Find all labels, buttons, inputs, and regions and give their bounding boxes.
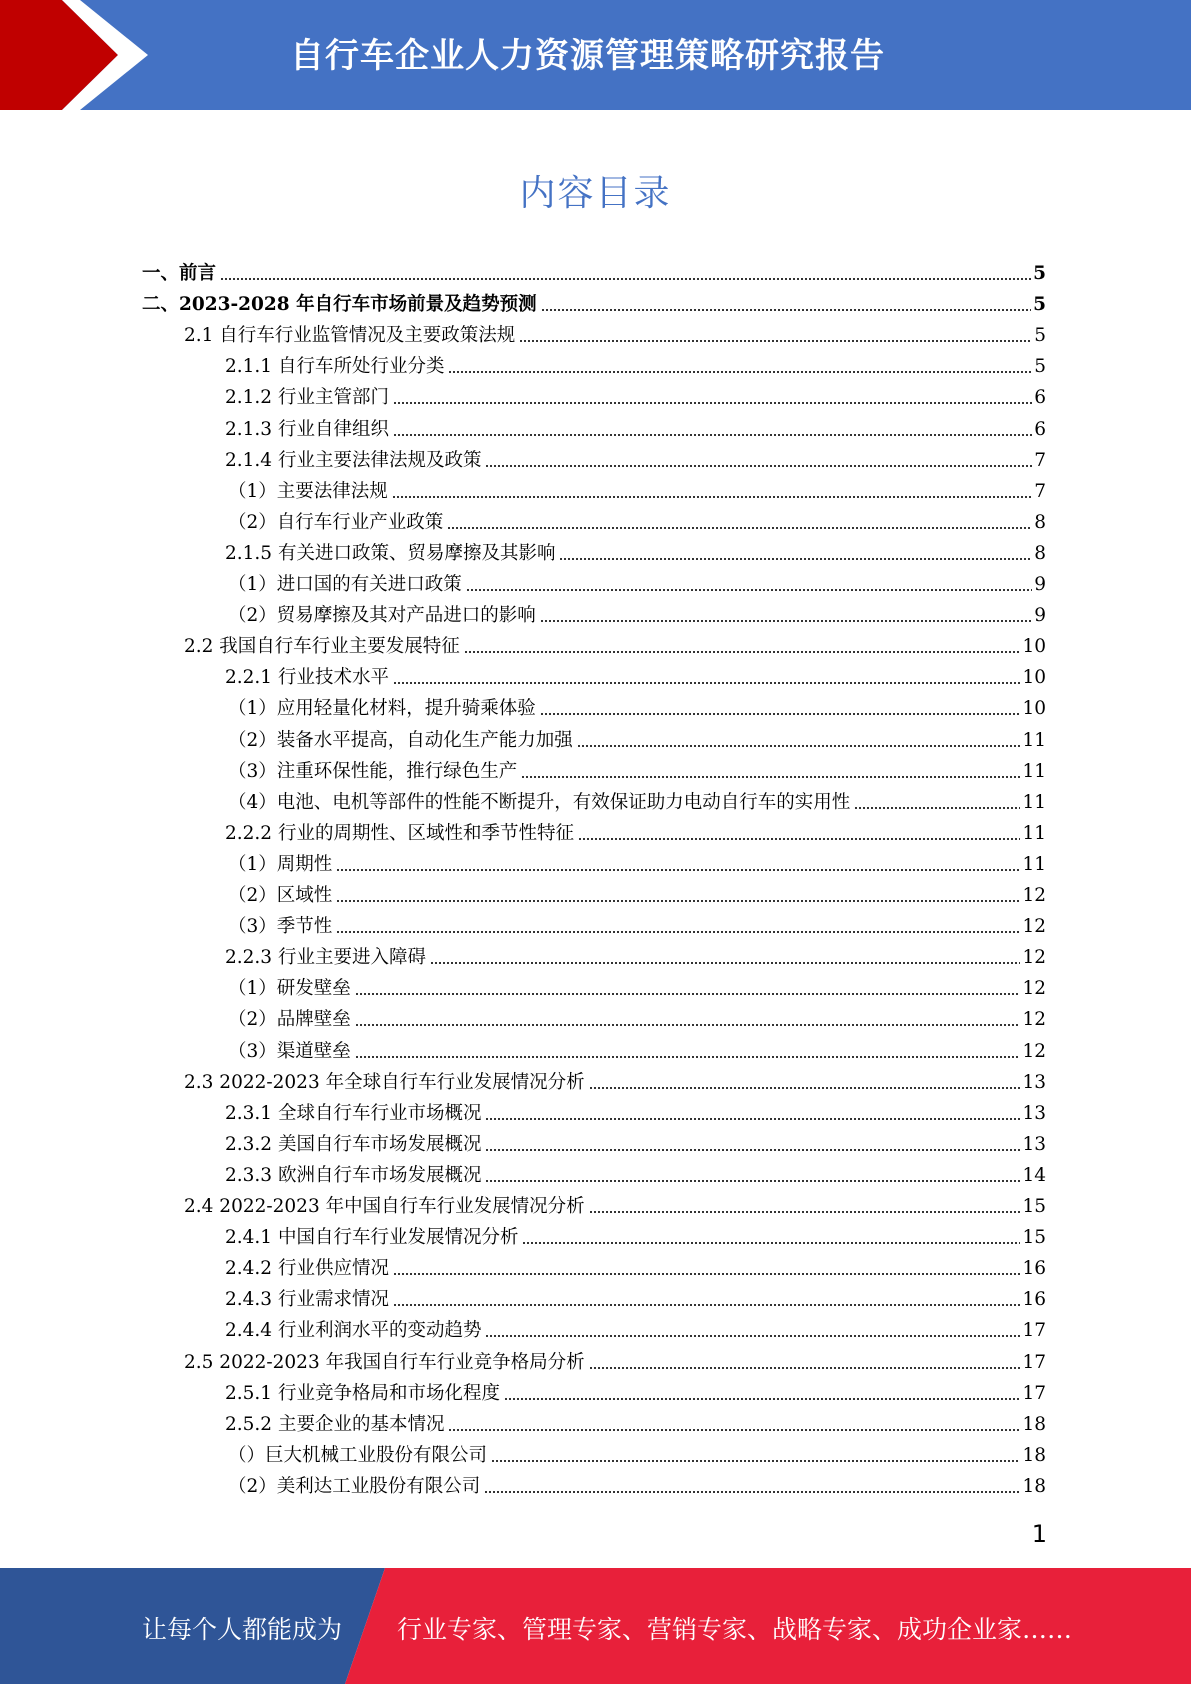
toc-entry-label: 2.1.4 行业主要法律法规及政策 <box>225 450 482 471</box>
toc-leader-dots <box>521 774 1020 780</box>
toc-entry-label: （）巨大机械工业股份有限公司 <box>228 1445 488 1466</box>
toc-entry-page: 11 <box>1022 761 1046 782</box>
toc-entry-page: 12 <box>1022 916 1046 937</box>
toc-leader-dots <box>484 1489 1020 1495</box>
footer-slogan-left: 让每个人都能成为 <box>142 1615 343 1644</box>
toc-entry-label: 2.5.2 主要企业的基本情况 <box>225 1414 445 1435</box>
toc-leader-dots <box>393 400 1032 406</box>
toc-entry-page: 5 <box>1034 356 1046 377</box>
toc-entry[interactable] <box>225 378 1046 409</box>
toc-entry[interactable] <box>228 472 1046 503</box>
toc-entry-label: 2.3.2 美国自行车市场发展概况 <box>225 1134 482 1155</box>
toc-leader-dots <box>336 929 1020 935</box>
toc-leader-dots <box>519 338 1032 344</box>
toc-entry-page: 12 <box>1022 978 1046 999</box>
toc-entry-label: 2.1.2 行业主管部门 <box>225 387 389 408</box>
toc-entry-label: （2）品牌壁垒 <box>228 1009 351 1030</box>
toc-leader-dots <box>485 463 1032 469</box>
toc-entry[interactable] <box>228 596 1046 627</box>
toc-leader-dots <box>220 276 1031 282</box>
toc-entry[interactable] <box>225 1311 1046 1342</box>
toc-entry-label: 2.4.4 行业利润水平的变动趋势 <box>225 1320 482 1341</box>
toc-entry-label: （3）注重环保性能，推行绿色生产 <box>228 761 518 782</box>
toc-entry-label: （2）区域性 <box>228 885 333 906</box>
toc-entry-page: 16 <box>1022 1258 1046 1279</box>
toc-leader-dots <box>540 618 1032 624</box>
toc-entry-label: （2）贸易摩擦及其对产品进口的影响 <box>228 605 536 626</box>
toc-entry[interactable] <box>228 969 1046 1000</box>
toc-entry-label: 2.4.2 行业供应情况 <box>225 1258 389 1279</box>
toc-entry[interactable] <box>225 347 1046 378</box>
toc-leader-dots <box>430 960 1020 966</box>
toc-entry-page: 11 <box>1022 792 1046 813</box>
toc-entry[interactable] <box>225 1249 1046 1280</box>
toc-leader-dots <box>522 1240 1020 1246</box>
toc-entry-page: 12 <box>1022 885 1046 906</box>
toc-leader-dots <box>485 1116 1020 1122</box>
toc-entry[interactable] <box>228 845 1046 876</box>
toc-leader-dots <box>392 494 1032 500</box>
toc-entry[interactable] <box>228 907 1046 938</box>
toc-entry-page: 17 <box>1022 1383 1046 1404</box>
toc-entry[interactable] <box>225 1125 1046 1156</box>
toc-entry-label: 2.1 自行车行业监管情况及主要政策法规 <box>184 325 516 346</box>
toc-leader-dots <box>541 307 1032 313</box>
toc-entry-page: 8 <box>1034 512 1046 533</box>
toc-entry[interactable] <box>225 658 1046 689</box>
toc-entry-label: （2）自行车行业产业政策 <box>228 512 444 533</box>
header-chevron-icon <box>0 0 160 110</box>
toc-entry-label: 2.3.1 全球自行车行业市场概况 <box>225 1103 482 1124</box>
toc-entry[interactable] <box>184 627 1046 658</box>
toc-entry[interactable] <box>225 1374 1046 1405</box>
toc-entry[interactable] <box>184 316 1046 347</box>
toc-leader-dots <box>504 1396 1020 1402</box>
toc-leader-dots <box>447 525 1032 531</box>
toc-entry[interactable] <box>228 565 1046 596</box>
toc-entry-page: 18 <box>1022 1414 1046 1435</box>
toc-entry[interactable] <box>184 1063 1046 1094</box>
toc-entry-label: 2.5 2022-2023 年我国自行车行业竞争格局分析 <box>184 1352 585 1373</box>
toc-entry[interactable] <box>225 1218 1046 1249</box>
toc-entry-label: 2.4.1 中国自行车行业发展情况分析 <box>225 1227 519 1248</box>
page-header <box>0 0 1191 110</box>
toc-entry[interactable] <box>225 1405 1046 1436</box>
toc-entry-page: 8 <box>1034 543 1046 564</box>
toc-entry[interactable] <box>225 441 1046 472</box>
toc-leader-dots <box>485 1147 1020 1153</box>
toc-entry-label: 2.4.3 行业需求情况 <box>225 1289 389 1310</box>
toc-entry-page: 14 <box>1022 1165 1046 1186</box>
toc-leader-dots <box>355 1022 1021 1028</box>
toc-entry[interactable] <box>228 1032 1046 1063</box>
footer-slogan-right: 行业专家、管理专家、营销专家、战略专家、成功企业家…… <box>397 1615 1073 1644</box>
toc-entry-page: 9 <box>1034 605 1046 626</box>
toc-entry-label: 2.1.3 行业自律组织 <box>225 419 389 440</box>
toc-entry-page: 18 <box>1022 1445 1046 1466</box>
toc-entry[interactable] <box>225 1094 1046 1125</box>
toc-entry[interactable] <box>184 1343 1046 1374</box>
toc-entry-page: 11 <box>1022 823 1046 844</box>
toc-entry-label: 2.2.1 行业技术水平 <box>225 667 389 688</box>
toc-entry-page: 6 <box>1034 419 1046 440</box>
toc-leader-dots <box>336 867 1020 873</box>
toc-entry-label: （1）应用轻量化材料，提升骑乘体验 <box>228 698 536 719</box>
toc-entry[interactable] <box>228 1467 1046 1498</box>
toc-entry[interactable] <box>225 1156 1046 1187</box>
toc-entry-page: 12 <box>1022 1041 1046 1062</box>
toc-leader-dots <box>448 1427 1020 1433</box>
toc-entry[interactable] <box>228 503 1046 534</box>
toc-entry[interactable] <box>225 814 1046 845</box>
toc-entry[interactable] <box>225 410 1046 441</box>
toc-entry[interactable] <box>228 752 1046 783</box>
toc-entry-label: 2.2 我国自行车行业主要发展特征 <box>184 636 460 657</box>
toc-entry-page: 11 <box>1022 854 1046 875</box>
toc-entry-page: 13 <box>1022 1072 1046 1093</box>
toc-entry-label: 二、2023-2028 年自行车市场前景及趋势预测 <box>142 294 537 315</box>
toc-leader-dots <box>393 1271 1020 1277</box>
toc-entry[interactable] <box>225 1280 1046 1311</box>
toc-leader-dots <box>393 680 1020 686</box>
toc-leader-dots <box>540 711 1021 717</box>
toc-leader-dots <box>589 1085 1021 1091</box>
toc-entry-label: 2.3.3 欧洲自行车市场发展概况 <box>225 1165 482 1186</box>
toc-entry-label: （1）主要法律法规 <box>228 481 388 502</box>
toc-entry-page: 10 <box>1022 636 1046 657</box>
toc-entry-label: （2）美利达工业股份有限公司 <box>228 1476 481 1497</box>
toc-entry[interactable] <box>228 876 1046 907</box>
toc-entry-label: 2.3 2022-2023 年全球自行车行业发展情况分析 <box>184 1072 585 1093</box>
toc-entry[interactable] <box>142 254 1046 285</box>
toc-entry-label: （3）渠道壁垒 <box>228 1041 351 1062</box>
toc-entry-page: 15 <box>1022 1227 1046 1248</box>
toc-leader-dots <box>464 649 1021 655</box>
toc-entry-page: 10 <box>1022 667 1046 688</box>
toc-entry-page: 5 <box>1033 263 1046 284</box>
toc-leader-dots <box>559 556 1032 562</box>
toc-entry-label: 一、前言 <box>142 263 217 284</box>
page-number: 1 <box>1031 1520 1047 1548</box>
toc-entry-page: 12 <box>1022 1009 1046 1030</box>
toc-leader-dots <box>577 743 1021 749</box>
toc-entry-page: 15 <box>1022 1196 1046 1217</box>
toc-entry-page: 10 <box>1022 698 1046 719</box>
toc-entry-page: 12 <box>1022 947 1046 968</box>
toc-entry-label: 2.4 2022-2023 年中国自行车行业发展情况分析 <box>184 1196 585 1217</box>
toc-entry-page: 9 <box>1034 574 1046 595</box>
toc-leader-dots <box>491 1458 1020 1464</box>
toc-leader-dots <box>336 898 1020 904</box>
toc-leader-dots <box>466 587 1032 593</box>
toc-leader-dots <box>355 991 1021 997</box>
toc-entry-page: 7 <box>1034 481 1046 502</box>
toc-entry-page: 6 <box>1034 387 1046 408</box>
toc-leader-dots <box>448 369 1032 375</box>
toc-leader-dots <box>854 805 1020 811</box>
toc-entry-label: 2.2.2 行业的周期性、区域性和季节性特征 <box>225 823 574 844</box>
toc-entry-page: 17 <box>1022 1352 1046 1373</box>
toc-entry-label: 2.5.1 行业竞争格局和市场化程度 <box>225 1383 500 1404</box>
page-footer <box>0 1568 1191 1684</box>
toc-leader-dots <box>355 1054 1021 1060</box>
toc-entry-page: 11 <box>1022 730 1046 751</box>
toc-leader-dots <box>578 836 1020 842</box>
toc-entry-label: （3）季节性 <box>228 916 333 937</box>
toc-entry-page: 5 <box>1034 325 1046 346</box>
toc-entry[interactable] <box>225 534 1046 565</box>
toc-leader-dots <box>589 1365 1021 1371</box>
toc-entry[interactable] <box>142 285 1046 316</box>
toc-entry[interactable] <box>228 783 1046 814</box>
toc-leader-dots <box>589 1209 1021 1215</box>
header-title: 自行车企业人力资源管理策略研究报告 <box>290 36 885 76</box>
toc-entry[interactable] <box>225 938 1046 969</box>
toc-entry-page: 13 <box>1022 1134 1046 1155</box>
toc-heading: 内容目录 <box>519 173 672 214</box>
toc-entry[interactable] <box>228 721 1046 752</box>
toc-entry-label: （1）研发壁垒 <box>228 978 351 999</box>
toc-entry[interactable] <box>228 1000 1046 1031</box>
toc-entry[interactable] <box>228 1436 1046 1467</box>
toc-entry-page: 5 <box>1033 294 1046 315</box>
toc-leader-dots <box>393 432 1032 438</box>
toc-entry[interactable] <box>184 1187 1046 1218</box>
toc-entry-page: 16 <box>1022 1289 1046 1310</box>
toc-leader-dots <box>485 1333 1020 1339</box>
toc-leader-dots <box>393 1302 1020 1308</box>
toc-entry-label: 2.2.3 行业主要进入障碍 <box>225 947 426 968</box>
toc-entry-page: 7 <box>1034 450 1046 471</box>
toc-entry-page: 13 <box>1022 1103 1046 1124</box>
toc-entry[interactable] <box>228 689 1046 720</box>
toc-entry-page: 18 <box>1022 1476 1046 1497</box>
toc-entry-label: 2.1.1 自行车所处行业分类 <box>225 356 445 377</box>
toc-entry-label: 2.1.5 有关进口政策、贸易摩擦及其影响 <box>225 543 556 564</box>
toc-entry-label: （1）进口国的有关进口政策 <box>228 574 462 595</box>
toc-leader-dots <box>485 1178 1020 1184</box>
toc-entry-label: （2）装备水平提高，自动化生产能力加强 <box>228 730 573 751</box>
toc-entry-label: （1）周期性 <box>228 854 333 875</box>
toc-entry-page: 17 <box>1022 1320 1046 1341</box>
toc-entry-label: （4）电池、电机等部件的性能不断提升，有效保证助力电动自行车的实用性 <box>228 792 851 813</box>
